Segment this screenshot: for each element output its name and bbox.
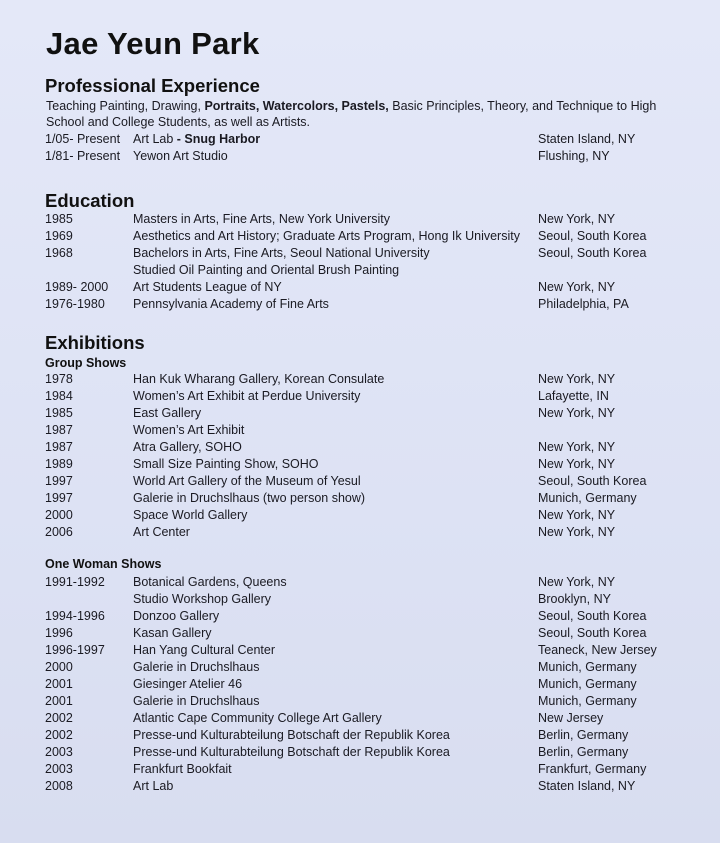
heading-group-shows: Group Shows xyxy=(45,356,127,370)
solo-show-row xyxy=(45,642,685,659)
row-date: 2000 xyxy=(45,508,73,522)
description-bold-text: Portraits, Watercolors, Pastels, xyxy=(204,99,389,113)
group-show-row xyxy=(45,439,685,456)
row-location: New York, NY xyxy=(538,440,616,454)
row-place: Han Yang Cultural Center xyxy=(133,643,275,657)
row-place: Giesinger Atelier 46 xyxy=(133,677,243,691)
row-date: 1/05- Present xyxy=(45,132,121,146)
solo-show-row xyxy=(45,727,685,744)
education-row xyxy=(45,228,685,245)
row-place: Masters in Arts, Fine Arts, New York University xyxy=(133,212,391,226)
person-name: Jae Yeun Park xyxy=(46,26,260,61)
group-show-row xyxy=(45,422,685,439)
education-row xyxy=(45,245,685,262)
row-location: New York, NY xyxy=(538,457,616,471)
row-place xyxy=(133,131,260,148)
solo-show-row xyxy=(45,574,685,591)
row-date: 2008 xyxy=(45,779,73,793)
row-place: Art Lab xyxy=(133,779,174,793)
row-location: Brooklyn, NY xyxy=(538,592,611,606)
solo-show-row xyxy=(45,676,685,693)
experience-row xyxy=(45,131,685,148)
group-show-row xyxy=(45,490,685,507)
row-place: Kasan Gallery xyxy=(133,626,212,640)
education-row xyxy=(45,211,685,228)
row-date: 1989 xyxy=(45,457,73,471)
education-row xyxy=(45,279,685,296)
row-location: Seoul, South Korea xyxy=(538,229,647,243)
row-date: 2002 xyxy=(45,711,73,725)
heading-one-woman-shows: One Woman Shows xyxy=(45,557,162,571)
row-place: Women’s Art Exhibit xyxy=(133,423,245,437)
row-location: Berlin, Germany xyxy=(538,728,629,742)
group-show-row xyxy=(45,388,685,405)
row-place: East Gallery xyxy=(133,406,202,420)
row-place: Presse-und Kulturabteilung Botschaft der Republik Korea xyxy=(133,745,450,759)
row-location: New York, NY xyxy=(538,372,616,386)
experience-description xyxy=(46,98,666,130)
experience-row xyxy=(45,148,685,165)
solo-show-row xyxy=(45,778,685,795)
education-row xyxy=(45,296,685,313)
row-date: 1985 xyxy=(45,406,73,420)
row-location: Seoul, South Korea xyxy=(538,246,647,260)
group-show-row xyxy=(45,456,685,473)
group-show-row xyxy=(45,473,685,490)
place-text: Art Lab xyxy=(133,132,174,146)
row-location: Philadelphia, PA xyxy=(538,297,629,311)
row-location: Lafayette, IN xyxy=(538,389,609,403)
row-date: 2002 xyxy=(45,728,73,742)
row-place: Botanical Gardens, Queens xyxy=(133,575,287,589)
row-place: Frankfurt Bookfait xyxy=(133,762,232,776)
row-date: 2001 xyxy=(45,677,73,691)
heading-exhibitions: Exhibitions xyxy=(45,332,145,353)
row-location: New York, NY xyxy=(538,406,616,420)
row-place: Han Kuk Wharang Gallery, Korean Consulate xyxy=(133,372,385,386)
row-location: Teaneck, New Jersey xyxy=(538,643,657,657)
row-place: Atra Gallery, SOHO xyxy=(133,440,242,454)
row-location: Seoul, South Korea xyxy=(538,626,647,640)
row-location: New York, NY xyxy=(538,575,616,589)
group-show-row xyxy=(45,524,685,541)
row-location: Berlin, Germany xyxy=(538,745,629,759)
solo-show-row xyxy=(45,608,685,625)
row-place: Space World Gallery xyxy=(133,508,248,522)
solo-show-row xyxy=(45,659,685,676)
heading-professional-experience: Professional Experience xyxy=(45,75,260,96)
row-place: World Art Gallery of the Museum of Yesul xyxy=(133,474,361,488)
row-location: Staten Island, NY xyxy=(538,132,636,146)
row-place: Women’s Art Exhibit at Perdue University xyxy=(133,389,361,403)
group-show-row xyxy=(45,507,685,524)
row-place: Donzoo Gallery xyxy=(133,609,220,623)
row-location: Munich, Germany xyxy=(538,491,637,505)
row-place: Galerie in Druchslhaus (two person show) xyxy=(133,491,366,505)
row-location: Frankfurt, Germany xyxy=(538,762,647,776)
group-show-row xyxy=(45,371,685,388)
solo-show-row xyxy=(45,591,685,608)
heading-education: Education xyxy=(45,190,135,211)
row-date: 1968 xyxy=(45,246,73,260)
row-location: Seoul, South Korea xyxy=(538,474,647,488)
row-location: Staten Island, NY xyxy=(538,779,636,793)
row-place: Aesthetics and Art History; Graduate Arts Program, Hong Ik University xyxy=(133,229,520,243)
row-place: Galerie in Druchslhaus xyxy=(133,694,260,708)
row-place: Pennsylvania Academy of Fine Arts xyxy=(133,297,329,311)
row-place: Presse-und Kulturabteilung Botschaft der Republik Korea xyxy=(133,728,450,742)
row-location: Flushing, NY xyxy=(538,149,610,163)
row-date: 1978 xyxy=(45,372,73,386)
row-location: New York, NY xyxy=(538,525,616,539)
row-date: 1991-1992 xyxy=(45,575,105,589)
row-date: 1987 xyxy=(45,423,73,437)
row-date: 1997 xyxy=(45,491,73,505)
row-date: 2000 xyxy=(45,660,73,674)
row-date: 2003 xyxy=(45,762,73,776)
row-date: 2006 xyxy=(45,525,73,539)
row-date: 1994-1996 xyxy=(45,609,105,623)
row-location: Munich, Germany xyxy=(538,694,637,708)
solo-show-row xyxy=(45,693,685,710)
row-place: Galerie in Druchslhaus xyxy=(133,660,260,674)
row-date: 1996 xyxy=(45,626,73,640)
row-location: New York, NY xyxy=(538,508,616,522)
row-location: Munich, Germany xyxy=(538,660,637,674)
row-place: Atlantic Cape Community College Art Gallery xyxy=(133,711,382,725)
row-place: Studied Oil Painting and Oriental Brush Painting xyxy=(133,263,400,277)
row-place: Art Center xyxy=(133,525,190,539)
row-location: New Jersey xyxy=(538,711,604,725)
row-date: 1987 xyxy=(45,440,73,454)
group-show-row xyxy=(45,405,685,422)
row-date: 1996-1997 xyxy=(45,643,105,657)
description-text: Teaching Painting, Drawing, xyxy=(46,99,205,113)
row-location: New York, NY xyxy=(538,280,616,294)
row-location: New York, NY xyxy=(538,212,616,226)
row-date: 1976-1980 xyxy=(45,297,105,311)
solo-show-row xyxy=(45,744,685,761)
row-date: 1989- 2000 xyxy=(45,280,109,294)
row-place: Bachelors in Arts, Fine Arts, Seoul National University xyxy=(133,246,430,260)
description-text-2: Basic Principles, Theory, and Technique to High School and College Students, as well as Artists. xyxy=(46,99,657,129)
row-date: 2001 xyxy=(45,694,73,708)
solo-show-row xyxy=(45,761,685,778)
education-row xyxy=(45,262,685,279)
row-location: Seoul, South Korea xyxy=(538,609,647,623)
row-date: 2003 xyxy=(45,745,73,759)
row-place: Art Students League of NY xyxy=(133,280,282,294)
place-bold-text: - Snug Harbor xyxy=(173,132,261,146)
row-place: Studio Workshop Gallery xyxy=(133,592,272,606)
row-place: Small Size Painting Show, SOHO xyxy=(133,457,319,471)
solo-show-row xyxy=(45,710,685,727)
row-date: 1985 xyxy=(45,212,73,226)
row-date: 1984 xyxy=(45,389,73,403)
solo-show-row xyxy=(45,625,685,642)
row-date: 1/81- Present xyxy=(45,149,121,163)
row-date: 1969 xyxy=(45,229,73,243)
row-place: Yewon Art Studio xyxy=(133,149,228,163)
row-date: 1997 xyxy=(45,474,73,488)
row-location: Munich, Germany xyxy=(538,677,637,691)
